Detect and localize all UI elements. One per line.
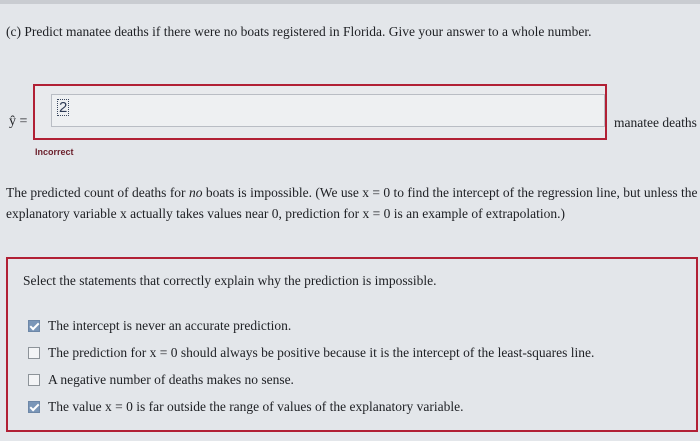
- option-label: The intercept is never an accurate prediction.: [48, 318, 292, 333]
- panel-prompt: Select the statements that correctly explain why the prediction is impossible.: [23, 273, 437, 288]
- top-strip: [0, 0, 700, 4]
- option-prediction-always-positive[interactable]: [28, 344, 594, 362]
- explanation-text: [6, 182, 700, 224]
- question-text: (c) Predict manatee deaths if there were no boats registered in Florida. Give your answer to a whole number.: [6, 24, 592, 39]
- answer-value: 2: [59, 99, 68, 116]
- option-label: A negative number of deaths makes no sense.: [48, 372, 294, 387]
- explanation-emphasis: no: [188, 185, 203, 200]
- checkbox-icon[interactable]: [28, 374, 40, 386]
- option-intercept-never-accurate[interactable]: [28, 317, 291, 335]
- units-label: manatee deaths: [614, 115, 697, 130]
- option-negative-deaths[interactable]: [28, 371, 294, 389]
- answer-box: [33, 84, 607, 140]
- option-label: The value x = 0 is far outside the range of values of the explanatory variable.: [48, 399, 464, 414]
- y-hat-label: ŷ =: [9, 114, 28, 129]
- option-x-zero-outside-range[interactable]: [28, 398, 463, 416]
- option-label: The prediction for x = 0 should always be positive because it is the intercept of the least-squares line.: [48, 345, 595, 360]
- checkbox-icon[interactable]: [28, 401, 40, 413]
- select-statements-panel: [6, 257, 698, 432]
- explanation-part1: The predicted count of deaths for: [6, 185, 189, 200]
- checkbox-icon[interactable]: [28, 320, 40, 332]
- incorrect-feedback: Incorrect: [35, 147, 74, 157]
- answer-input[interactable]: [51, 94, 605, 127]
- checkbox-icon[interactable]: [28, 347, 40, 359]
- explanation-part2: boats is impossible. (We use x = 0 to find the intercept of the regression line, but unless the explanatory variable x actually takes values near 0, prediction for x = 0 is an example of extrapolation.): [6, 185, 698, 221]
